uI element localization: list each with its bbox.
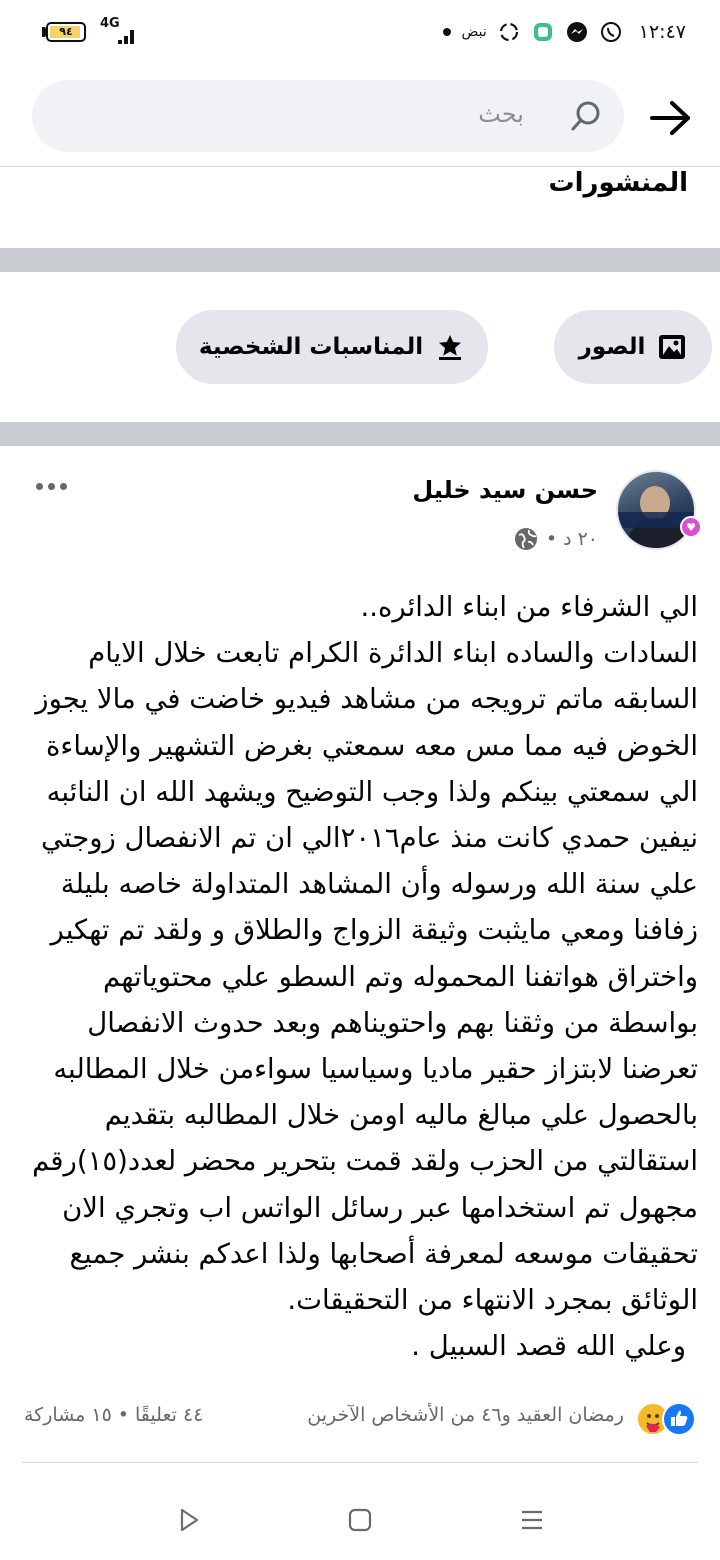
back-nav-icon[interactable] <box>168 1500 208 1540</box>
search-icon <box>568 98 604 134</box>
post-text <box>22 584 698 1369</box>
life-events-label: المناسبات الشخصية <box>198 334 424 360</box>
header <box>0 80 720 152</box>
notification-icons <box>443 16 686 48</box>
whatsapp-icon <box>599 20 623 44</box>
messenger-icon <box>565 20 589 44</box>
status-bar <box>0 0 720 64</box>
reactions-divider <box>22 1462 698 1463</box>
section-separator <box>0 248 720 272</box>
battery-text: ٩٤ <box>59 25 73 38</box>
photos-icon <box>657 332 687 362</box>
more-notifications-dot <box>443 28 451 36</box>
reactions-summary[interactable]: رمضان العقيد و٤٦ من الأشخاص الآخرين <box>307 1404 624 1426</box>
life-events-button[interactable] <box>176 310 488 384</box>
network-type: 4G <box>100 16 120 31</box>
page-title: المنشورات <box>548 168 688 198</box>
photos-label: الصور <box>578 334 646 360</box>
like-reaction-icon <box>662 1402 696 1436</box>
post-meta <box>514 524 598 554</box>
back-arrow-icon[interactable] <box>648 98 694 138</box>
header-divider <box>0 166 720 167</box>
reaction-icons[interactable] <box>636 1402 696 1436</box>
post-stats <box>24 1404 203 1426</box>
battery-icon <box>46 22 86 42</box>
app-notification-icon <box>531 20 555 44</box>
photos-button[interactable] <box>554 310 712 384</box>
home-nav-icon[interactable] <box>340 1500 380 1540</box>
search-placeholder: بحث <box>478 100 524 128</box>
more-options-icon[interactable] <box>36 476 76 496</box>
author-name[interactable]: حسن سيد خليل <box>412 476 598 504</box>
life-events-icon <box>435 332 465 362</box>
profile-frame-badge-icon: ♥ <box>680 516 702 538</box>
comments-count[interactable]: ٤٤ تعليقًا <box>135 1404 204 1426</box>
search-input[interactable] <box>32 80 624 152</box>
author-avatar[interactable] <box>616 470 696 550</box>
clock: ١٢:٤٧ <box>638 21 686 43</box>
pulse-label: نبض <box>461 24 487 40</box>
globe-icon <box>514 527 538 551</box>
post-line: الي الشرفاء من ابناء الدائره.. <box>360 591 698 623</box>
post-line: وعلي الله قصد السبيل . <box>411 1330 686 1363</box>
post-paragraph: السادات والساده ابناء الدائرة الكرام تابعت خلال الايام السابقه ماتم ترويجه من مشاهد فيديو خاضت في مالا يجوز الخوض فيه مما مس معه سمعتي بغرض التشهير والإساءة الي سمعتي بينكم ولذا وجب التوضيح ويشهد الله ان النائبه نيفين حمدي كانت منذ عام٢٠١٦الي ان تم الانفصال زوجتي علي سنة الله ورسوله وأن المشاهد المتداولة خاصه بليلة زفافنا ومعي مايثبت وثيقة الزواج والطلاق و ولقد تم تهكير واختراق هواتفنا المحموله وتم السطو علي محتوياتهم بواسطة من وثقنا بهم واحتويناهم وبعد حدوث الانفصال تعرضنا لابتزاز حقير ماديا وسياسيا سواءمن خلال المطالبه بالحصول علي مبالغ ماليه اومن خلال المطالبه بتقديم استقالتي من الحزب ولقد قمت بتحرير محضر لعدد(١٥)رقم مجهول تم استخدامها عبر رسائل الواتس اب وتجري الان تحقيقات موسعه لمعرفة أصحابها ولذا اعدكم بنشر جميع الوثائق بمجرد الانتهاء من التحقيقات. <box>32 637 698 1317</box>
battery-tip <box>42 27 46 37</box>
sync-icon <box>497 20 521 44</box>
recents-nav-icon[interactable] <box>512 1500 552 1540</box>
post-time[interactable]: ٢٠ د • <box>545 528 598 550</box>
shares-count[interactable]: ١٥ مشاركة <box>24 1404 112 1426</box>
signal-icon <box>104 30 134 44</box>
stats-separator: • <box>117 1404 130 1426</box>
system-nav-bar <box>0 1480 720 1560</box>
reactions-bar <box>0 1398 720 1438</box>
section-separator-2 <box>0 422 720 446</box>
